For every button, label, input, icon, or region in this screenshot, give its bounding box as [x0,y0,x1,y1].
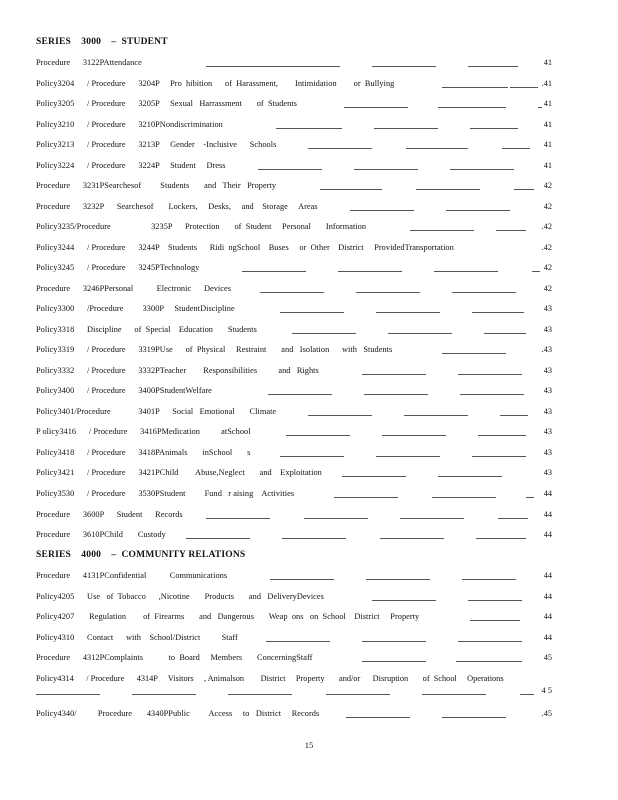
entry-title: Policy4340/ Procedure 4340PPublic Access to District Records [36,709,320,718]
entry-page: .42 [541,222,552,231]
entry-title: Policy4310 Contact with School/District Staff [36,633,238,642]
entry-title: Procedure 4312PComplaints to Board Members ConcerningStaff [36,653,313,662]
toc-entry [36,530,552,542]
entry-title: Policy4314 / Procedure 4314P Visitors , Animalson District Property and/or Disruption of School Operations [36,674,504,683]
entry-page: 44 [543,592,552,601]
toc-entry [36,709,552,721]
leader-line [520,694,534,695]
leader-line [462,579,516,580]
leader-line [374,128,438,129]
entry-page: 43 [543,304,552,313]
toc-entry [36,304,552,316]
leader-line [266,641,330,642]
leader-line [258,169,322,170]
entry-title: Procedure 3610PChild Custody [36,530,166,539]
leader-line [228,694,292,695]
leader-line [286,435,350,436]
leader-line [456,661,522,662]
entry-page: 43 [543,448,552,457]
leader-line [416,189,480,190]
toc-entry [36,202,552,214]
leader-line [280,456,344,457]
leader-line [470,620,520,621]
entry-title: Policy3318 Discipline of Special Education Students [36,325,257,334]
entry-page: 43 [543,407,552,416]
entry-title: Policy4207 Regulation of Firearms and Dangerous Weap ons on School District Property [36,612,420,621]
leader-line [270,579,334,580]
toc-entry [36,79,552,91]
leader-line [500,415,528,416]
leader-line [496,230,526,231]
leader-line [362,661,426,662]
entry-page: 44 [543,530,552,539]
leader-line [260,292,324,293]
entry-page: .42 [541,243,552,252]
leader-line [438,476,502,477]
entry-title: Policy3421 / Procedure 3421PChild Abuse,Neglect and Exploitation [36,468,322,477]
leader-line [362,641,426,642]
leader-line [338,271,402,272]
leader-line [502,148,530,149]
entry-page: 41 [543,58,552,67]
leader-line [206,66,274,67]
entry-title: Policy3245 / Procedure 3245PTechnology [36,263,200,272]
toc-entry [36,181,552,193]
toc-entry [36,489,552,501]
leader-line [304,518,368,519]
toc-entry [36,99,552,111]
leader-line [276,128,342,129]
entry-title: Policy3224 / Procedure 3224P Student Dress [36,161,226,170]
toc-entry [36,468,552,480]
toc-entry [36,140,552,152]
entry-title: Procedure 4131PConfidential Communications [36,571,228,580]
leader-line [376,312,440,313]
entry-title: Policy3300 /Procedure 3300P StudentDiscipline [36,304,235,313]
leader-line [362,374,426,375]
leader-line [446,210,510,211]
entry-title: Policy3244 / Procedure 3244P Students Ridi ngSchool Buses or Other District ProvidedTransportation [36,243,454,252]
entry-page: 41 [543,99,552,108]
entry-page: 41 [543,120,552,129]
toc-entry [36,325,552,337]
entry-page: 43 [543,325,552,334]
entry-page: .45 [541,709,552,718]
entry-page: 44 [543,489,552,498]
leader-line [478,435,526,436]
leader-line [442,87,508,88]
leader-line [432,497,496,498]
entry-title: P olicy3416 / Procedure 3416PMedication atSchool [36,427,251,436]
leader-line [400,518,464,519]
leader-line [442,353,506,354]
entry-page: 43 [543,366,552,375]
leader-line [470,128,518,129]
leader-line [380,538,444,539]
entry-title: Procedure 3122PAttendance [36,58,142,67]
leader-line [342,476,406,477]
toc-entry [36,674,552,704]
leader-line [514,189,534,190]
leader-line [346,717,410,718]
leader-line [354,169,418,170]
leader-line [206,518,270,519]
leader-line [498,518,528,519]
entry-page: 44 [543,612,552,621]
leader-line [280,312,344,313]
entry-title: Policy3235/Procedure 3235P Protection of Student Personal Information [36,222,367,231]
leader-line [334,497,398,498]
leader-line [452,292,516,293]
toc-entry [36,510,552,522]
entry-page: 42 [543,284,552,293]
leader-line [308,415,372,416]
toc-entry [36,386,552,398]
leader-line [364,394,428,395]
leader-line [320,189,382,190]
leader-line [484,333,526,334]
toc-entry [36,222,552,234]
toc-entry [36,161,552,173]
entry-title: Procedure 3246PPersonal Electronic Devices [36,284,232,293]
toc-entry [36,612,552,624]
entry-title: Policy3332 / Procedure 3332PTeacher Responsibilities and Rights [36,366,319,375]
entry-page: .43 [541,345,552,354]
leader-line [186,538,250,539]
leader-line [510,87,538,88]
leader-line [326,694,390,695]
entry-title: Procedure 3231PSearchesof Students and Their Property [36,181,277,190]
leader-line [526,497,534,498]
entry-title: Policy3400 / Procedure 3400PStudentWelfare [36,386,212,395]
section-heading-4000: SERIES 4000 – COMMUNITY RELATIONS [36,550,246,560]
toc-entry [36,345,552,357]
toc-entry [36,427,552,439]
entry-title: Policy3213 / Procedure 3213P Gender -Inclusive Schools [36,140,277,149]
leader-line [388,333,452,334]
toc-entry [36,243,552,255]
leader-line [442,717,506,718]
leader-line [344,107,408,108]
leader-line [282,538,346,539]
leader-line [376,456,440,457]
leader-line [460,394,524,395]
toc-entry [36,366,552,378]
entry-page: 43 [543,386,552,395]
leader-line [372,600,436,601]
leader-line [450,169,514,170]
leader-line [242,271,306,272]
leader-line [406,148,468,149]
toc-entry [36,592,552,604]
entry-page: 41 [543,161,552,170]
entry-page: 42 [543,202,552,211]
leader-line [472,456,526,457]
toc-entry [36,633,552,645]
entry-page: 42 [543,263,552,272]
entry-title: Policy3418 / Procedure 3418PAnimals inSchool s [36,448,251,457]
leader-line [458,641,522,642]
entry-title: Procedure 3600P Student Records [36,510,183,519]
leader-line [308,148,372,149]
leader-line [382,435,446,436]
entry-title: Policy3319 / Procedure 3319PUse of Physical Restraint and Isolation with Students [36,345,393,354]
leader-line [410,230,474,231]
entry-title: Procedure 3232P Searchesof Lockers, Desks, and Storage Areas [36,202,318,211]
leader-line [468,600,522,601]
leader-line [458,374,522,375]
entry-page: 44 [543,571,552,580]
toc-entry [36,58,552,70]
entry-page: 43 [543,427,552,436]
page-number: 15 [304,740,314,750]
leader-line [372,66,436,67]
toc-entry [36,407,552,419]
entry-page: 4 5 [541,686,552,695]
entry-page: 45 [543,653,552,662]
leader-line [356,292,420,293]
entry-page: 41 [543,140,552,149]
entry-page: 44 [543,510,552,519]
leader-line [132,694,196,695]
entry-page: 44 [543,633,552,642]
toc-entry [36,284,552,296]
leader-line [36,694,100,695]
entry-page: 42 [543,181,552,190]
leader-line [434,271,498,272]
leader-line [438,107,506,108]
leader-line [538,107,542,108]
entry-title: Policy3205 / Procedure 3205P Sexual Harrassment of Students [36,99,297,108]
toc-entry [36,653,552,665]
toc-entry [36,263,552,275]
leader-line [476,538,526,539]
toc-entry [36,571,552,583]
entry-page: 43 [543,468,552,477]
entry-title: Policy3401/Procedure 3401P Social Emotional Climate [36,407,277,416]
leader-line [268,394,332,395]
leader-line [350,210,414,211]
entry-title: Policy3210 / Procedure 3210PNondiscrimination [36,120,223,129]
leader-line [274,66,340,67]
leader-line [422,694,486,695]
leader-line [532,271,540,272]
leader-line [292,333,356,334]
leader-line [472,312,524,313]
entry-title: Policy4205 Use of Tobacco ,Nicotine Products and DeliveryDevices [36,592,324,601]
leader-line [404,415,468,416]
entry-title: Policy3530 / Procedure 3530PStudent Fund r aising Activities [36,489,295,498]
toc-entry [36,448,552,460]
entry-page: .41 [541,79,552,88]
leader-line [468,66,518,67]
leader-line [366,579,430,580]
entry-title: Policy3204 / Procedure 3204P Pro hibition of Harassment, Intimidation or Bullying [36,79,395,88]
section-heading-3000: SERIES 3000 – STUDENT [36,37,168,47]
toc-entry [36,120,552,132]
